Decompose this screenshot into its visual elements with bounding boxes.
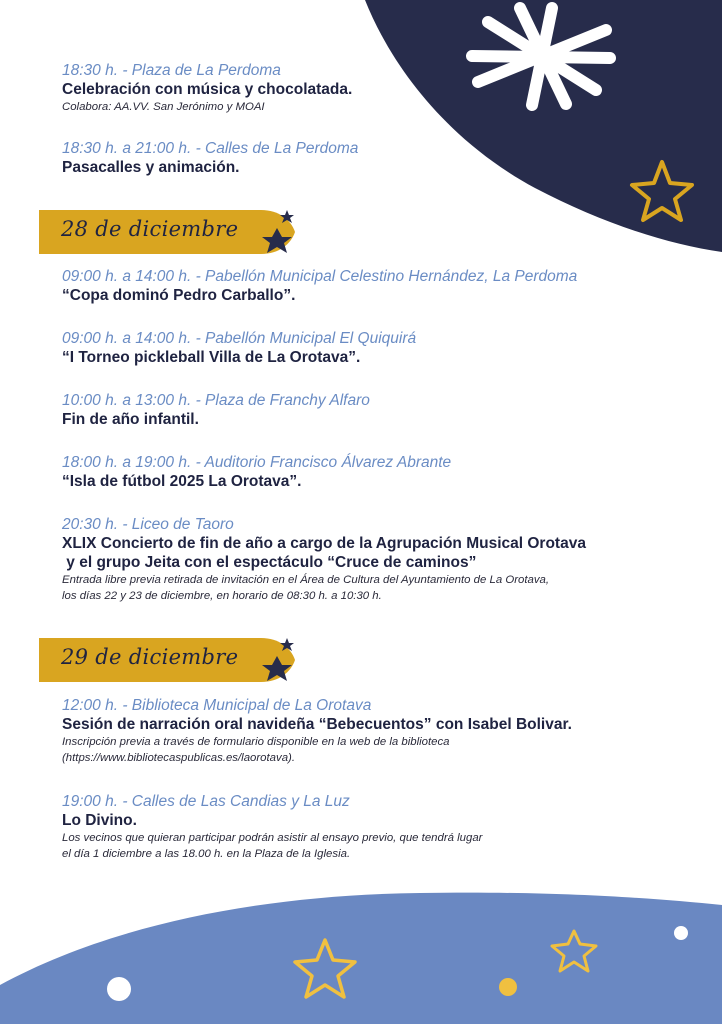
event-time: 18:00 h. a 19:00 h. - Auditorio Francisco Álvarez Abrante <box>62 454 452 471</box>
day-banner <box>39 210 285 254</box>
gold-dot-icon <box>499 978 517 996</box>
event-title: Pasacalles y animación. <box>62 159 240 176</box>
event-item <box>62 792 482 862</box>
event-item <box>62 267 577 305</box>
event-title: “I Torneo pickleball Villa de La Orotava”. <box>62 349 361 366</box>
event-item <box>62 61 352 115</box>
event-time: 12:00 h. - Biblioteca Municipal de La Orotava <box>62 697 372 714</box>
day-heading: 28 de diciembre <box>61 217 239 241</box>
event-time: 19:00 h. - Calles de Las Candias y La Luz <box>62 793 350 810</box>
event-note: el día 1 diciembre a las 18.00 h. en la Plaza de la Iglesia. <box>62 848 351 860</box>
event-time: 18:30 h. a 21:00 h. - Calles de La Perdoma <box>62 140 359 157</box>
event-title: “Copa dominó Pedro Carballo”. <box>62 287 296 304</box>
event-time: 09:00 h. a 14:00 h. - Pabellón Municipal El Quiquirá <box>62 330 417 347</box>
event-note: los días 22 y 23 de diciembre, en horario de 08:30 h. a 10:30 h. <box>62 590 382 602</box>
event-time: 09:00 h. a 14:00 h. - Pabellón Municipal Celestino Hernández, La Perdoma <box>62 268 578 285</box>
event-title: “Isla de fútbol 2025 La Orotava”. <box>62 473 302 490</box>
event-note: Los vecinos que quieran participar podrán asistir al ensayo previo, que tendrá lugar <box>62 832 483 844</box>
event-title: Fin de año infantil. <box>62 411 199 428</box>
event-title: Lo Divino. <box>62 812 137 829</box>
event-item <box>62 696 572 766</box>
day-banner <box>39 638 285 682</box>
event-note: Entrada libre previa retirada de invitación en el Área de Cultura del Ayuntamiento de La Orotava, <box>62 574 550 586</box>
event-item <box>62 391 370 429</box>
white-dot-icon <box>674 926 688 940</box>
event-title: XLIX Concierto de fin de año a cargo de la Agrupación Musical Orotava <box>62 535 586 552</box>
event-note: Inscripción previa a través de formulario disponible en la web de la biblioteca <box>62 736 450 748</box>
day-heading: 29 de diciembre <box>61 645 239 669</box>
event-note: (https://www.bibliotecaspublicas.es/laorotava). <box>62 752 295 764</box>
event-title: y el grupo Jeita con el espectáculo “Cruce de caminos” <box>62 554 477 571</box>
event-time: 18:30 h. - Plaza de La Perdoma <box>62 62 281 79</box>
blue-bottom-wave <box>0 893 722 1024</box>
white-dot-icon <box>107 977 131 1001</box>
event-title: Celebración con música y chocolatada. <box>62 81 353 98</box>
event-item <box>62 453 451 491</box>
event-time: 10:00 h. a 13:00 h. - Plaza de Franchy Alfaro <box>62 392 370 409</box>
event-note: Colabora: AA.VV. San Jerónimo y MOAI <box>62 101 265 113</box>
event-item <box>62 329 416 367</box>
event-item <box>62 515 586 604</box>
event-title: Sesión de narración oral navideña “Bebecuentos” con Isabel Bolivar. <box>62 716 572 733</box>
event-time: 20:30 h. - Liceo de Taoro <box>62 516 234 533</box>
event-item <box>62 139 358 177</box>
